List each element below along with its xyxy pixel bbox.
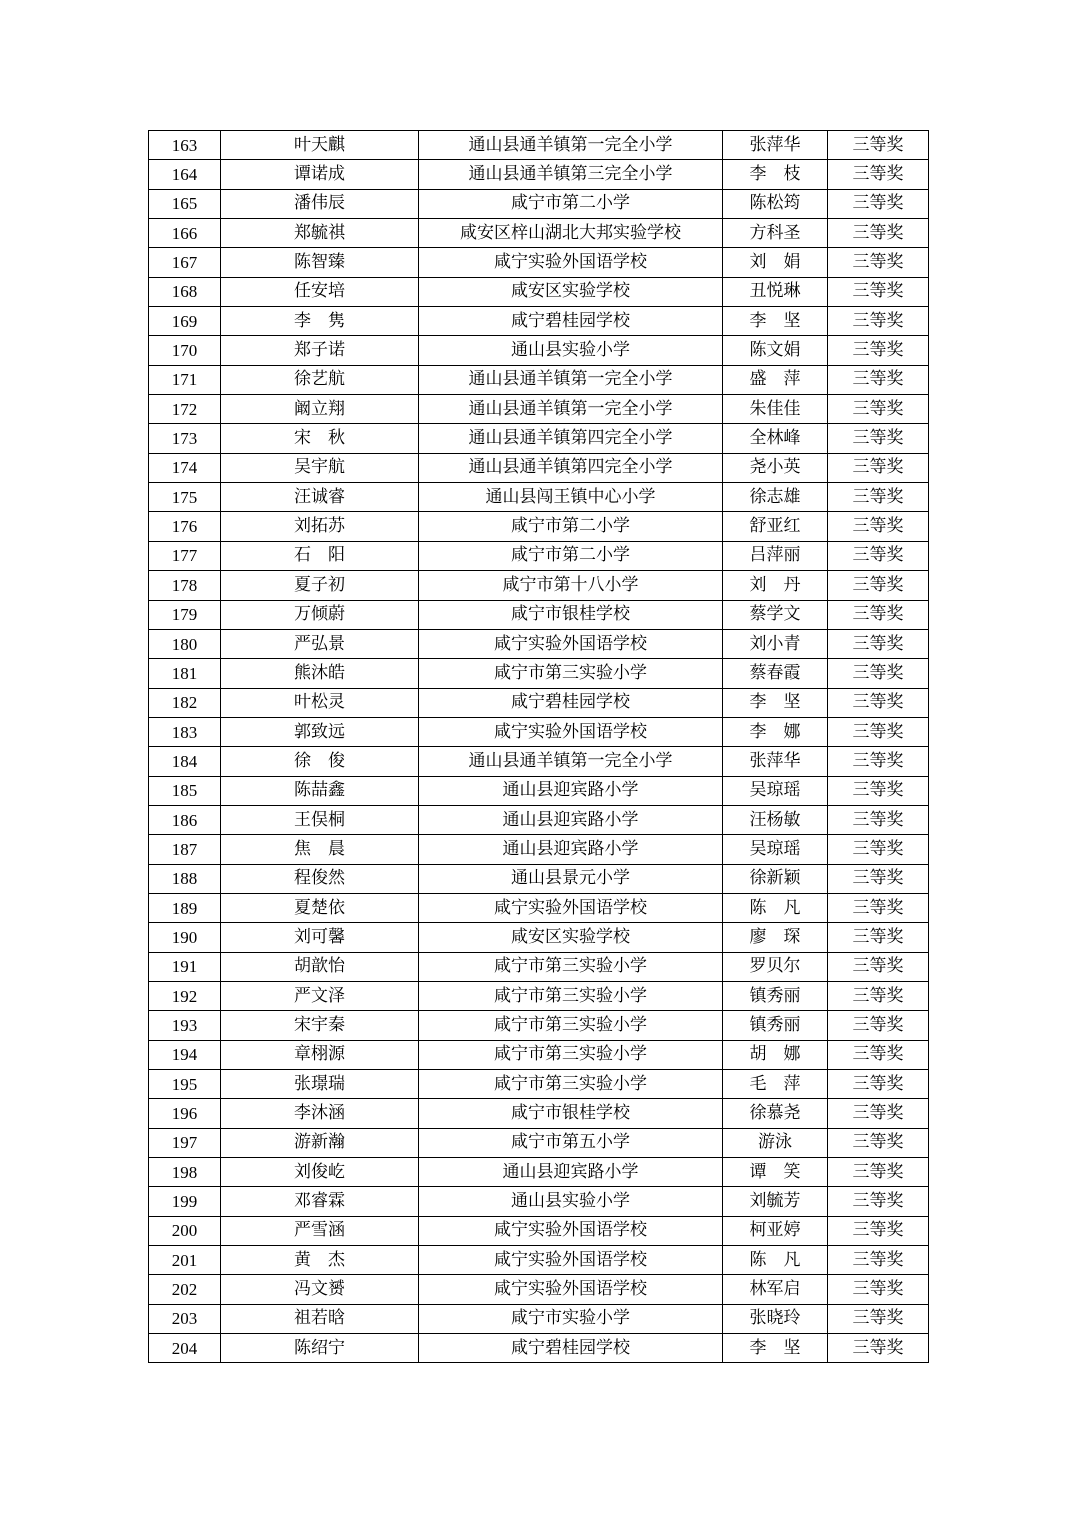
cell-number: 190 [149, 923, 221, 952]
cell-teacher: 李 娜 [723, 717, 828, 746]
cell-student-name: 郑毓祺 [221, 219, 419, 248]
cell-teacher: 林军启 [723, 1275, 828, 1304]
cell-teacher: 张萍华 [723, 131, 828, 160]
cell-award: 三等奖 [828, 1099, 929, 1128]
cell-award: 三等奖 [828, 600, 929, 629]
cell-school: 通山县通羊镇第一完全小学 [419, 747, 723, 776]
cell-award: 三等奖 [828, 219, 929, 248]
cell-number: 199 [149, 1187, 221, 1216]
table-row [149, 923, 929, 952]
cell-school: 咸安区实验学校 [419, 277, 723, 306]
cell-number: 194 [149, 1040, 221, 1069]
cell-award: 三等奖 [828, 629, 929, 658]
cell-teacher: 李 坚 [723, 1334, 828, 1363]
table-row [149, 1011, 929, 1040]
cell-school: 咸宁市银桂学校 [419, 600, 723, 629]
cell-number: 164 [149, 160, 221, 189]
cell-student-name: 邓睿霖 [221, 1187, 419, 1216]
cell-award: 三等奖 [828, 1158, 929, 1187]
table-row [149, 600, 929, 629]
cell-number: 170 [149, 336, 221, 365]
cell-teacher: 徐慕尧 [723, 1099, 828, 1128]
cell-award: 三等奖 [828, 365, 929, 394]
cell-number: 196 [149, 1099, 221, 1128]
cell-school: 通山县通羊镇第四完全小学 [419, 453, 723, 482]
table-row [149, 336, 929, 365]
cell-teacher: 谭 笑 [723, 1158, 828, 1187]
cell-teacher: 陈 凡 [723, 1246, 828, 1275]
cell-school: 咸宁实验外国语学校 [419, 1275, 723, 1304]
cell-award: 三等奖 [828, 160, 929, 189]
cell-school: 咸安区实验学校 [419, 923, 723, 952]
table-row [149, 952, 929, 981]
cell-award: 三等奖 [828, 923, 929, 952]
cell-school: 通山县迎宾路小学 [419, 1158, 723, 1187]
awards-table [148, 130, 929, 1363]
cell-student-name: 万倾蔚 [221, 600, 419, 629]
cell-student-name: 叶天麒 [221, 131, 419, 160]
cell-school: 咸宁市第二小学 [419, 512, 723, 541]
cell-student-name: 冯文赟 [221, 1275, 419, 1304]
cell-teacher: 胡 娜 [723, 1040, 828, 1069]
cell-student-name: 宋 秋 [221, 424, 419, 453]
cell-number: 188 [149, 864, 221, 893]
cell-school: 咸宁实验外国语学校 [419, 1246, 723, 1275]
cell-teacher: 徐新颖 [723, 864, 828, 893]
cell-school: 咸宁市第二小学 [419, 541, 723, 570]
cell-student-name: 宋宇秦 [221, 1011, 419, 1040]
cell-student-name: 李沐涵 [221, 1099, 419, 1128]
cell-teacher: 朱佳佳 [723, 395, 828, 424]
cell-student-name: 徐艺航 [221, 365, 419, 394]
table-row [149, 893, 929, 922]
cell-award: 三等奖 [828, 307, 929, 336]
cell-school: 咸宁市第十八小学 [419, 571, 723, 600]
cell-school: 咸宁市第三实验小学 [419, 1070, 723, 1099]
cell-school: 咸宁实验外国语学校 [419, 893, 723, 922]
cell-student-name: 程俊然 [221, 864, 419, 893]
cell-student-name: 郭致远 [221, 717, 419, 746]
table-row [149, 776, 929, 805]
cell-teacher: 全林峰 [723, 424, 828, 453]
cell-student-name: 陈智臻 [221, 248, 419, 277]
cell-award: 三等奖 [828, 805, 929, 834]
cell-teacher: 刘 丹 [723, 571, 828, 600]
cell-award: 三等奖 [828, 336, 929, 365]
cell-student-name: 吴宇航 [221, 453, 419, 482]
cell-number: 203 [149, 1304, 221, 1333]
table-row [149, 629, 929, 658]
cell-number: 197 [149, 1128, 221, 1157]
cell-award: 三等奖 [828, 952, 929, 981]
cell-teacher: 廖 琛 [723, 923, 828, 952]
cell-student-name: 祖若晗 [221, 1304, 419, 1333]
cell-school: 咸宁碧桂园学校 [419, 688, 723, 717]
cell-award: 三等奖 [828, 395, 929, 424]
cell-teacher: 李 坚 [723, 688, 828, 717]
cell-student-name: 刘俊屹 [221, 1158, 419, 1187]
cell-teacher: 刘 娟 [723, 248, 828, 277]
cell-award: 三等奖 [828, 1011, 929, 1040]
cell-student-name: 章栩源 [221, 1040, 419, 1069]
cell-student-name: 陈喆鑫 [221, 776, 419, 805]
cell-student-name: 夏子初 [221, 571, 419, 600]
cell-award: 三等奖 [828, 1216, 929, 1245]
cell-number: 179 [149, 600, 221, 629]
table-row [149, 189, 929, 218]
table-row [149, 483, 929, 512]
cell-award: 三等奖 [828, 571, 929, 600]
cell-number: 189 [149, 893, 221, 922]
cell-teacher: 徐志雄 [723, 483, 828, 512]
cell-school: 通山县迎宾路小学 [419, 776, 723, 805]
table-row [149, 805, 929, 834]
cell-award: 三等奖 [828, 1128, 929, 1157]
cell-award: 三等奖 [828, 189, 929, 218]
cell-school: 咸宁碧桂园学校 [419, 307, 723, 336]
cell-teacher: 张萍华 [723, 747, 828, 776]
cell-school: 咸宁市第二小学 [419, 189, 723, 218]
cell-number: 193 [149, 1011, 221, 1040]
cell-teacher: 张晓玲 [723, 1304, 828, 1333]
cell-teacher: 罗贝尔 [723, 952, 828, 981]
cell-school: 咸宁市银桂学校 [419, 1099, 723, 1128]
cell-school: 通山县实验小学 [419, 336, 723, 365]
table-row [149, 160, 929, 189]
table-row [149, 688, 929, 717]
table-row [149, 277, 929, 306]
cell-award: 三等奖 [828, 277, 929, 306]
cell-teacher: 镇秀丽 [723, 981, 828, 1010]
cell-student-name: 刘拓苏 [221, 512, 419, 541]
cell-teacher: 舒亚红 [723, 512, 828, 541]
cell-school: 咸宁市第三实验小学 [419, 1040, 723, 1069]
table-row [149, 541, 929, 570]
cell-school: 通山县闯王镇中心小学 [419, 483, 723, 512]
cell-award: 三等奖 [828, 1304, 929, 1333]
cell-number: 163 [149, 131, 221, 160]
cell-teacher: 吴琼瑶 [723, 835, 828, 864]
cell-number: 200 [149, 1216, 221, 1245]
cell-school: 咸宁市第三实验小学 [419, 659, 723, 688]
cell-teacher: 尧小英 [723, 453, 828, 482]
cell-student-name: 任安培 [221, 277, 419, 306]
cell-number: 202 [149, 1275, 221, 1304]
cell-teacher: 刘小青 [723, 629, 828, 658]
cell-school: 咸安区梓山湖北大邦实验学校 [419, 219, 723, 248]
cell-award: 三等奖 [828, 717, 929, 746]
cell-teacher: 蔡学文 [723, 600, 828, 629]
cell-teacher: 吕萍丽 [723, 541, 828, 570]
cell-number: 166 [149, 219, 221, 248]
table-row [149, 864, 929, 893]
cell-award: 三等奖 [828, 1246, 929, 1275]
cell-number: 187 [149, 835, 221, 864]
cell-student-name: 游新瀚 [221, 1128, 419, 1157]
cell-number: 180 [149, 629, 221, 658]
cell-award: 三等奖 [828, 864, 929, 893]
table-row [149, 395, 929, 424]
cell-student-name: 王俣桐 [221, 805, 419, 834]
cell-teacher: 蔡春霞 [723, 659, 828, 688]
cell-number: 181 [149, 659, 221, 688]
cell-teacher: 盛 萍 [723, 365, 828, 394]
cell-number: 186 [149, 805, 221, 834]
cell-number: 185 [149, 776, 221, 805]
table-row [149, 219, 929, 248]
cell-student-name: 黄 杰 [221, 1246, 419, 1275]
cell-award: 三等奖 [828, 688, 929, 717]
cell-teacher: 汪杨敏 [723, 805, 828, 834]
cell-student-name: 熊沐皓 [221, 659, 419, 688]
cell-student-name: 严弘景 [221, 629, 419, 658]
cell-number: 167 [149, 248, 221, 277]
cell-award: 三等奖 [828, 512, 929, 541]
cell-student-name: 胡歆怡 [221, 952, 419, 981]
cell-school: 通山县通羊镇第一完全小学 [419, 365, 723, 394]
cell-number: 169 [149, 307, 221, 336]
cell-teacher: 刘毓芳 [723, 1187, 828, 1216]
cell-student-name: 张璟瑞 [221, 1070, 419, 1099]
cell-school: 通山县景元小学 [419, 864, 723, 893]
cell-teacher: 毛 萍 [723, 1070, 828, 1099]
cell-teacher: 李 坚 [723, 307, 828, 336]
cell-award: 三等奖 [828, 1334, 929, 1363]
table-row [149, 365, 929, 394]
cell-award: 三等奖 [828, 1070, 929, 1099]
cell-student-name: 焦 晨 [221, 835, 419, 864]
cell-number: 204 [149, 1334, 221, 1363]
table-row [149, 981, 929, 1010]
table-row [149, 1040, 929, 1069]
cell-number: 184 [149, 747, 221, 776]
cell-award: 三等奖 [828, 776, 929, 805]
cell-number: 195 [149, 1070, 221, 1099]
table-row [149, 1099, 929, 1128]
table-row [149, 1246, 929, 1275]
cell-school: 通山县通羊镇第四完全小学 [419, 424, 723, 453]
table-row [149, 512, 929, 541]
cell-school: 通山县迎宾路小学 [419, 835, 723, 864]
cell-award: 三等奖 [828, 659, 929, 688]
table-row [149, 131, 929, 160]
cell-number: 192 [149, 981, 221, 1010]
cell-number: 176 [149, 512, 221, 541]
cell-number: 177 [149, 541, 221, 570]
cell-award: 三等奖 [828, 453, 929, 482]
cell-teacher: 陈松筠 [723, 189, 828, 218]
table-row [149, 659, 929, 688]
table-row [149, 1158, 929, 1187]
table-row [149, 835, 929, 864]
cell-school: 咸宁市第三实验小学 [419, 981, 723, 1010]
table-row [149, 571, 929, 600]
cell-student-name: 陈绍宁 [221, 1334, 419, 1363]
cell-award: 三等奖 [828, 835, 929, 864]
cell-school: 通山县实验小学 [419, 1187, 723, 1216]
cell-school: 咸宁市第三实验小学 [419, 952, 723, 981]
table-row [149, 1070, 929, 1099]
cell-student-name: 严文泽 [221, 981, 419, 1010]
cell-number: 191 [149, 952, 221, 981]
cell-school: 通山县通羊镇第一完全小学 [419, 395, 723, 424]
cell-student-name: 徐 俊 [221, 747, 419, 776]
cell-award: 三等奖 [828, 893, 929, 922]
table-row [149, 1128, 929, 1157]
cell-number: 182 [149, 688, 221, 717]
cell-student-name: 李 隽 [221, 307, 419, 336]
awards-table-body [149, 131, 929, 1363]
cell-student-name: 潘伟辰 [221, 189, 419, 218]
cell-student-name: 汪诚睿 [221, 483, 419, 512]
cell-school: 咸宁市第五小学 [419, 1128, 723, 1157]
cell-number: 171 [149, 365, 221, 394]
cell-award: 三等奖 [828, 483, 929, 512]
table-row [149, 1334, 929, 1363]
cell-student-name: 夏楚依 [221, 893, 419, 922]
cell-award: 三等奖 [828, 541, 929, 570]
table-row [149, 248, 929, 277]
cell-school: 通山县通羊镇第一完全小学 [419, 131, 723, 160]
cell-teacher: 镇秀丽 [723, 1011, 828, 1040]
cell-student-name: 谭诺成 [221, 160, 419, 189]
cell-student-name: 郑子诺 [221, 336, 419, 365]
cell-award: 三等奖 [828, 1040, 929, 1069]
cell-teacher: 方科圣 [723, 219, 828, 248]
table-row [149, 424, 929, 453]
cell-number: 174 [149, 453, 221, 482]
cell-teacher: 陈 凡 [723, 893, 828, 922]
cell-school: 咸宁实验外国语学校 [419, 717, 723, 746]
cell-teacher: 陈文娟 [723, 336, 828, 365]
table-row [149, 1187, 929, 1216]
cell-student-name: 石 阳 [221, 541, 419, 570]
cell-student-name: 刘可馨 [221, 923, 419, 952]
cell-award: 三等奖 [828, 248, 929, 277]
cell-number: 165 [149, 189, 221, 218]
cell-number: 175 [149, 483, 221, 512]
cell-school: 咸宁实验外国语学校 [419, 1216, 723, 1245]
cell-student-name: 严雪涵 [221, 1216, 419, 1245]
table-row [149, 1216, 929, 1245]
table-row [149, 717, 929, 746]
cell-school: 咸宁实验外国语学校 [419, 248, 723, 277]
cell-teacher: 游泳 [723, 1128, 828, 1157]
table-row [149, 747, 929, 776]
cell-school: 通山县迎宾路小学 [419, 805, 723, 834]
cell-award: 三等奖 [828, 424, 929, 453]
table-row [149, 307, 929, 336]
table-row [149, 453, 929, 482]
cell-number: 173 [149, 424, 221, 453]
cell-number: 183 [149, 717, 221, 746]
cell-award: 三等奖 [828, 747, 929, 776]
cell-teacher: 柯亚婷 [723, 1216, 828, 1245]
cell-student-name: 阚立翔 [221, 395, 419, 424]
cell-award: 三等奖 [828, 1275, 929, 1304]
cell-number: 172 [149, 395, 221, 424]
cell-school: 咸宁碧桂园学校 [419, 1334, 723, 1363]
cell-school: 咸宁实验外国语学校 [419, 629, 723, 658]
cell-school: 咸宁市实验小学 [419, 1304, 723, 1333]
table-row [149, 1275, 929, 1304]
cell-number: 198 [149, 1158, 221, 1187]
cell-award: 三等奖 [828, 981, 929, 1010]
cell-teacher: 吴琼瑶 [723, 776, 828, 805]
cell-number: 178 [149, 571, 221, 600]
cell-award: 三等奖 [828, 131, 929, 160]
cell-award: 三等奖 [828, 1187, 929, 1216]
table-row [149, 1304, 929, 1333]
cell-teacher: 丑悦琳 [723, 277, 828, 306]
cell-school: 咸宁市第三实验小学 [419, 1011, 723, 1040]
cell-teacher: 李 枝 [723, 160, 828, 189]
cell-student-name: 叶松灵 [221, 688, 419, 717]
cell-number: 168 [149, 277, 221, 306]
cell-number: 201 [149, 1246, 221, 1275]
cell-school: 通山县通羊镇第三完全小学 [419, 160, 723, 189]
